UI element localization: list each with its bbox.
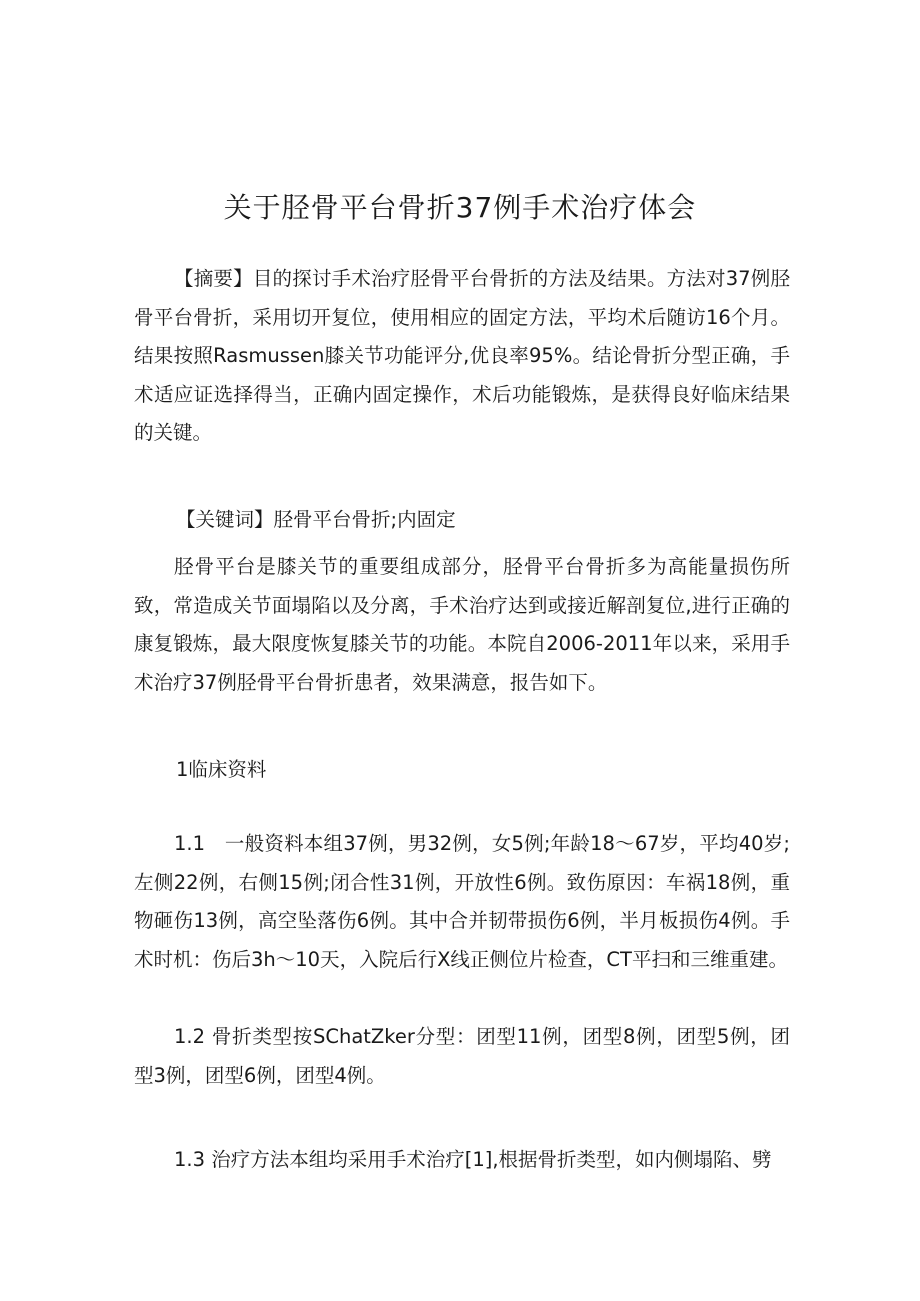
abstract-paragraph: 【摘要】目的探讨手术治疗胫骨平台骨折的方法及结果。方法对37例胫骨平台骨折，采用切开复位，使用相应的固定方法，平均术后随访16个月。结果按照Rasmussen膝关节功能评分,优良率95%。结论骨折分型正确，手术适应证选择得当，正确内固定操作，术后功能锻炼，是获得良好临床结果的关键。 xyxy=(134,267,790,444)
intro-paragraph: 胫骨平台是膝关节的重要组成部分，胫骨平台骨折多为高能量损伤所致，常造成关节面塌陷以及分离，手术治疗达到或接近解剖复位,进行正确的康复锻炼，最大限度恢复膝关节的功能。本院自2006-2011年以来，采用手术治疗37例胫骨平台骨折患者，效果满意，报告如下。 xyxy=(134,555,790,694)
document-title: 关于胫骨平台骨折37例手术治疗体会 xyxy=(223,191,697,224)
paragraph-1-3: 1.3 治疗方法本组均采用手术治疗[1],根据骨折类型，如内侧塌陷、劈 xyxy=(174,1148,772,1171)
keywords-line: 【关键词】胫骨平台骨折;内固定 xyxy=(176,508,456,531)
paragraph-1-2: 1.2 骨折类型按SChatZker分型：团型11例，团型8例，团型5例，团型3例，团型6例，团型4例。 xyxy=(134,1025,790,1087)
section-heading-clinical-data: 1临床资料 xyxy=(176,758,267,781)
paragraph-1-1: 1.1 一般资料本组37例，男32例，女5例;年龄18～67岁，平均40岁;左侧22例，右侧15例;闭合性31例，开放性6例。致伤原因：车祸18例，重物砸伤13例，高空坠落伤6例。其中合并韧带损伤6例，半月板损伤4例。手术时机：伤后3h～10天，入院后行X线正侧位片检查，CT平扫和三维重建。 xyxy=(134,832,790,971)
